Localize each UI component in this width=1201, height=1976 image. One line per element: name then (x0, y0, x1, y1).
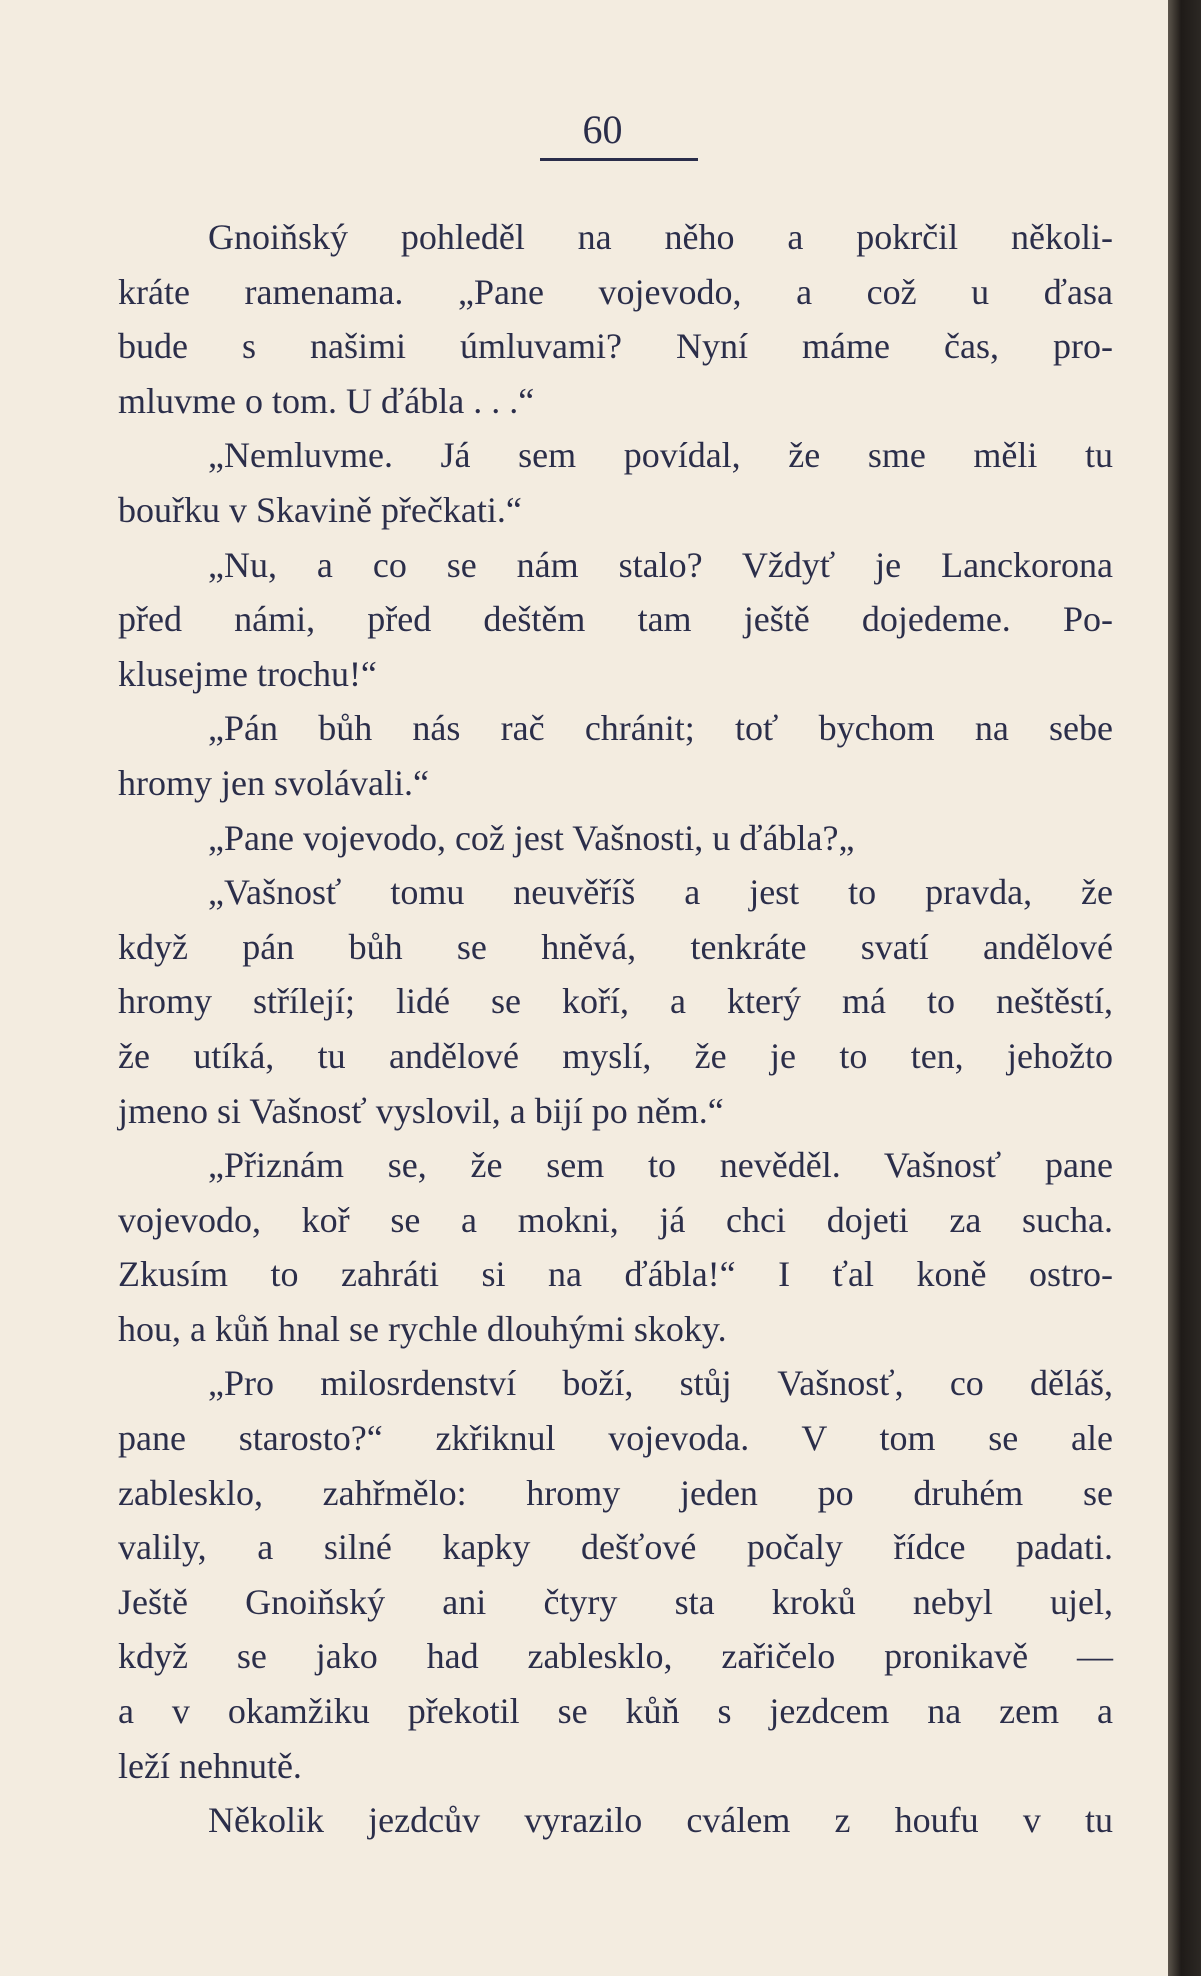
text-line: bude s našimi úmluvami? Nyní máme čas, pro- (118, 326, 1113, 367)
text-line: že utíká, tu andělové myslí, že je to ten, jehožto (118, 1035, 1113, 1076)
text-line: klusejme trochu!“ (118, 653, 377, 694)
text-line: mluvme o tom. U ďábla . . .“ (118, 380, 535, 421)
text-line: Ještě Gnoiňský ani čtyry sta kroků nebyl ujel, (118, 1581, 1113, 1622)
page-number: 60 (582, 107, 623, 152)
text-line: „Nemluvme. Já sem povídal, že sme měli tu (208, 435, 1113, 476)
text-line: „Přiznám se, že sem to nevěděl. Vašnosť pane (208, 1145, 1113, 1186)
text-line: „Nu, a co se nám stalo? Vždyť je Lanckorona (208, 544, 1113, 585)
text-line: Několik jezdcův vyrazilo cválem z houfu v tu (208, 1800, 1113, 1841)
text-line: vojevodo, koř se a mokni, já chci dojeti za sucha. (118, 1199, 1113, 1240)
text-line: „Pán bůh nás rač chránit; toť bychom na sebe (208, 708, 1113, 749)
text-line: pane starosto?“ zkřiknul vojevoda. V tom se ale (118, 1418, 1113, 1459)
text-line: „Vašnosť tomu neuvěříš a jest to pravda, že (208, 872, 1113, 913)
text-line: „Pane vojevodo, což jest Vašnosti, u ďábla?„ (208, 817, 855, 858)
text-line: když pán bůh se hněvá, tenkráte svatí andělové (118, 926, 1113, 967)
page-text (118, 210, 1113, 1848)
text-line: hromy jen svolávali.“ (118, 762, 429, 803)
page-edge-shadow (1168, 0, 1201, 1976)
text-line: „Pro milosrdenství boží, stůj Vašnosť, co děláš, (208, 1363, 1113, 1404)
text-line: kráte ramenama. „Pane vojevodo, a což u ďasa (118, 271, 1113, 312)
text-line: když se jako had zablesklo, zařičelo pronikavě — (118, 1636, 1113, 1677)
text-line: bouřku v Skavině přečkati.“ (118, 489, 522, 530)
text-line: a v okamžiku překotil se kůň s jezdcem na zem a (118, 1691, 1113, 1732)
text-line: hou, a kůň hnal se rychle dlouhými skoky. (118, 1308, 727, 1349)
text-line: jmeno si Vašnosť vyslovil, a bijí po něm.“ (118, 1090, 724, 1131)
text-line: hromy střílejí; lidé se koří, a který má to neštěstí, (118, 981, 1113, 1022)
text-line: před námi, před deštěm tam ještě dojedeme. Po- (118, 599, 1113, 640)
text-line: leží nehnutě. (118, 1745, 302, 1786)
text-line: Gnoiňský pohleděl na něho a pokrčil několi- (208, 217, 1113, 257)
text-line: Zkusím to zahráti si na ďábla!“ I ťal koně ostro- (118, 1254, 1113, 1295)
text-line: valily, a silné kapky dešťové počaly řídce padati. (118, 1527, 1113, 1568)
header-rule (540, 158, 698, 161)
text-line: zablesklo, zahřmělo: hromy jeden po druhém se (118, 1472, 1113, 1513)
